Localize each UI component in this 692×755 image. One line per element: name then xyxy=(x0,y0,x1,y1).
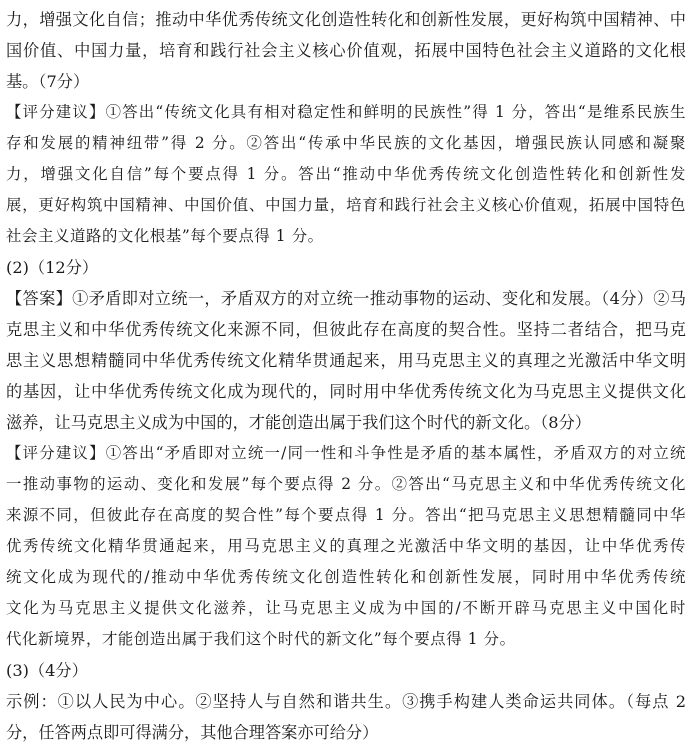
text-line: 的基因，让中华优秀传统文化成为现代的，同时用中华优秀传统文化为马克思主义提供文化 xyxy=(6,382,686,401)
text-line: 优秀传统文化精华贯通起来，用马克思主义的真理之光激活中华文明的基因，让中华优秀传 xyxy=(6,537,686,555)
text-line: 国价值、中国力量，培育和践行社会主义核心价值观，拓展中国特色社会主义道路的文化根 xyxy=(6,41,686,60)
scoring-suggestion-1 xyxy=(6,97,686,252)
answer-continuation xyxy=(6,4,686,97)
text-line: (2)（12分） xyxy=(6,258,99,277)
answer-2 xyxy=(6,283,686,438)
text-line: 文化为马克思主义提供文化滋养，让马克思主义成为中国的/不断开辟马克思主义中国化时 xyxy=(6,599,686,617)
text-line: 【评分建议】①答出“传统文化具有相对稳定性和鲜明的民族性”得 1 分，答出“是维系民族生 xyxy=(6,103,686,121)
text-line: 【评分建议】①答出“矛盾即对立统一/同一性和斗争性是矛盾的基本属性，矛盾双方的对立统 xyxy=(6,444,686,462)
document-page xyxy=(6,4,686,748)
text-line: 来源不同，但彼此存在高度的契合性”每个要点得 1 分。答出“把马克思主义思想精髓同中华 xyxy=(6,506,686,524)
text-line: 【答案】①矛盾即对立统一，矛盾双方的对立统一推动事物的运动、变化和发展。（4分）②马 xyxy=(6,289,686,308)
text-line: 思主义思想精髓同中华优秀传统文化精华贯通起来，用马克思主义的真理之光激活中华文明 xyxy=(6,351,686,370)
answer-3-example xyxy=(6,686,686,748)
text-line: (3)（4分） xyxy=(6,661,88,680)
text-line: 示例：①以人民为中心。②坚持人与自然和谐共生。③携手构建人类命运共同体。（每点 2 xyxy=(6,692,686,711)
text-line: 滋养，让马克思主义成为中国的，才能创造出属于我们这个时代的新文化。（8分） xyxy=(6,413,591,432)
text-line: 基。（7分） xyxy=(6,72,90,91)
text-line: 展，更好构筑中国精神、中国价值、中国力量，培育和践行社会主义核心价值观，拓展中国特色 xyxy=(6,196,686,214)
text-line: 代化新境界，才能创造出属于我们这个时代的新文化”每个要点得 1 分。 xyxy=(6,630,516,648)
text-line: 一推动事物的运动、变化和发展”每个要点得 2 分。②答出“马克思主义和中华优秀传统文化 xyxy=(6,475,686,493)
question-number-3 xyxy=(6,655,686,686)
question-number-2 xyxy=(6,252,686,283)
text-line: 力，增强文化自信”每个要点得 1 分。答出“推动中华优秀传统文化创造性转化和创新性发 xyxy=(6,165,686,183)
text-line: 统文化成为现代的/推动中华优秀传统文化创造性转化和创新性发展，同时用中华优秀传统 xyxy=(6,568,686,586)
text-line: 分，任答两点即可得满分，其他合理答案亦可给分） xyxy=(6,723,379,742)
text-line: 克思主义和中华优秀传统文化来源不同，但彼此存在高度的契合性。坚持二者结合，把马克 xyxy=(6,320,686,339)
text-line: 社会主义道路的文化根基”每个要点得 1 分。 xyxy=(6,227,324,245)
scoring-suggestion-2 xyxy=(6,438,686,655)
text-line: 力，增强文化自信；推动中华优秀传统文化创造性转化和创新性发展，更好构筑中国精神、中 xyxy=(6,10,686,29)
text-line: 存和发展的精神纽带”得 2 分。②答出“传承中华民族的文化基因，增强民族认同感和凝聚 xyxy=(6,134,686,152)
